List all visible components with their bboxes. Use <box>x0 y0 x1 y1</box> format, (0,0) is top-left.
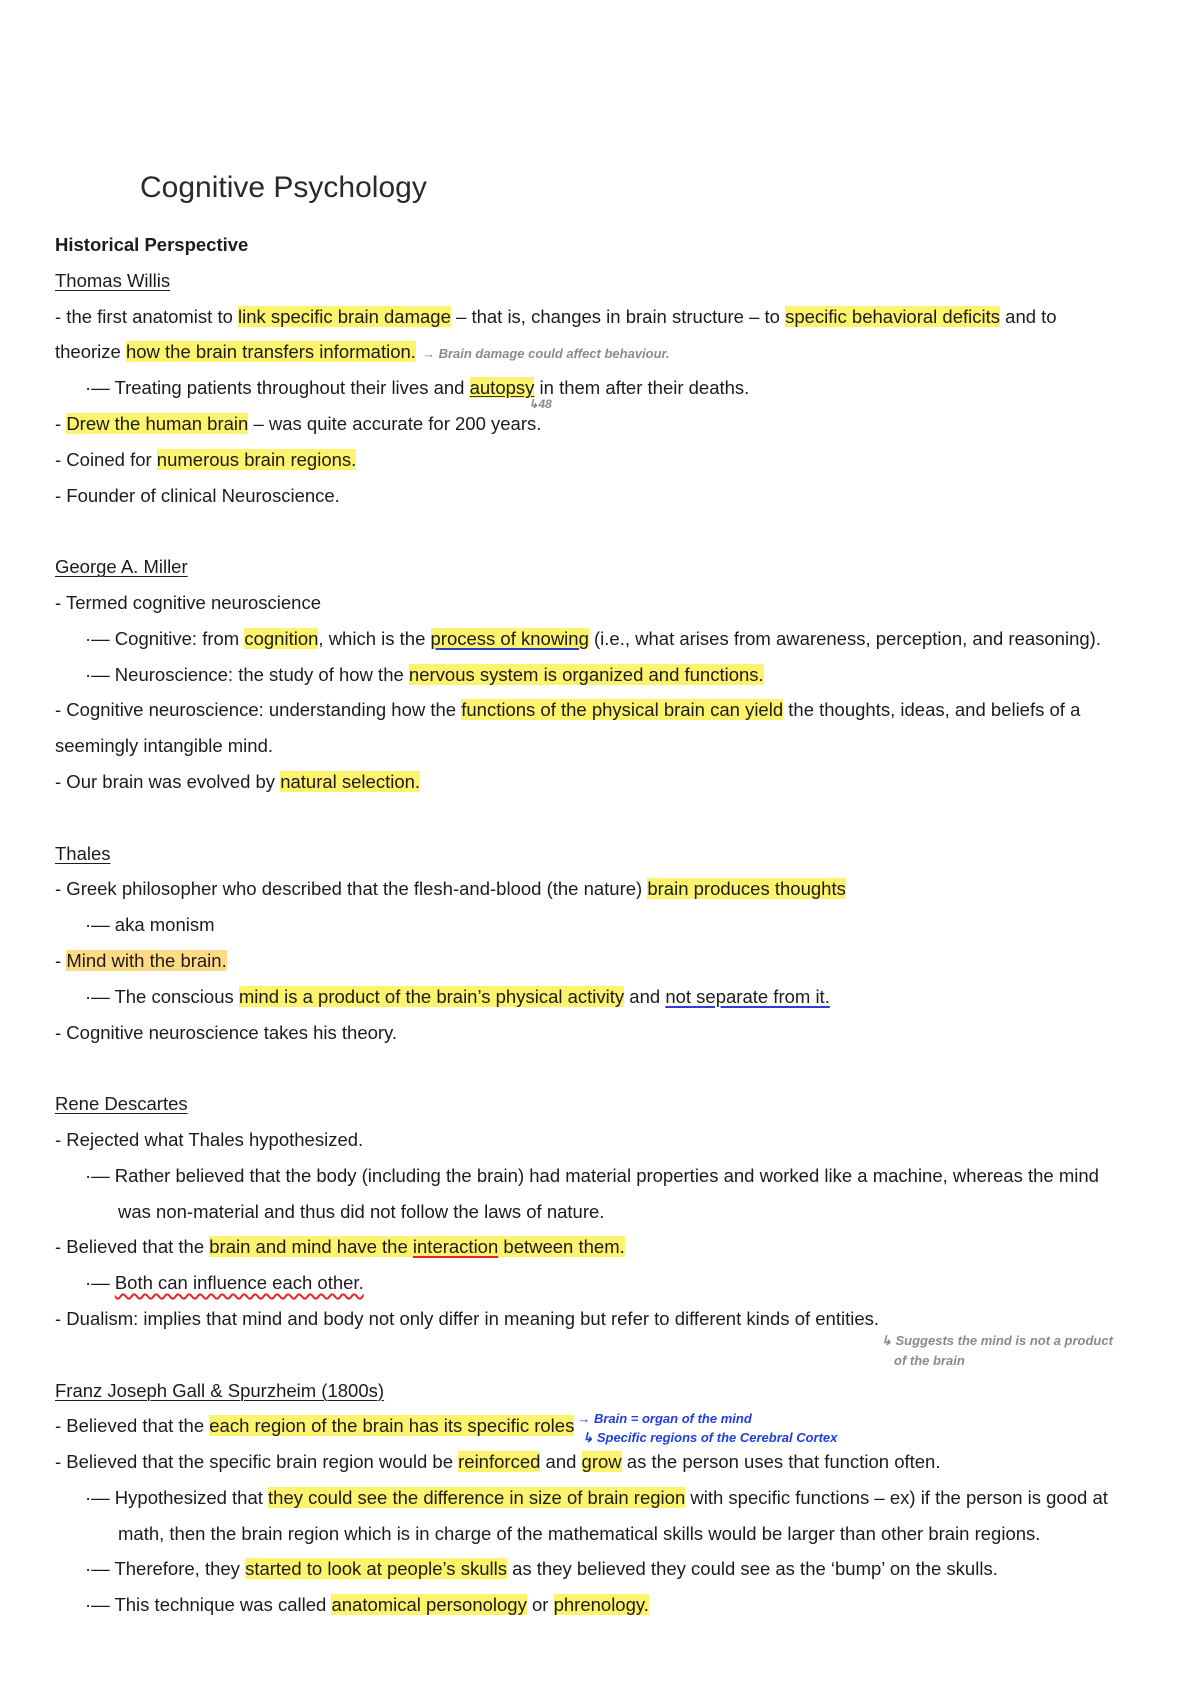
text-segment: ·— Therefore, they <box>85 1558 246 1580</box>
text-segment: ·— This technique was called <box>85 1594 332 1616</box>
blue-margin-note: → Brain = organ of the mind <box>577 1411 752 1427</box>
note-line <box>55 299 1175 335</box>
section-heading-rene-descartes <box>55 1086 1175 1122</box>
text-segment: - Believed that the specific brain region would be <box>55 1451 459 1473</box>
section-heading-text: Thomas Willis <box>55 269 171 291</box>
section-heading-george-miller <box>55 549 1175 585</box>
text-segment: ·— <box>85 1272 115 1294</box>
dualism-margin-note <box>881 1331 1113 1371</box>
note-line <box>55 1122 1175 1158</box>
note-continuation <box>55 1194 1175 1230</box>
highlighted-text: Mind with the brain. <box>66 949 227 971</box>
highlighted-text: numerous brain regions. <box>156 448 357 470</box>
text-segment: in them after their deaths. <box>534 377 750 399</box>
text-segment: theorize <box>55 341 126 363</box>
note-line <box>55 478 1175 514</box>
text-segment: (i.e., what arises from awareness, perception, and reasoning). <box>588 627 1101 649</box>
text-segment: the thoughts, ideas, and beliefs of a <box>783 699 1081 721</box>
note-line <box>55 1229 1175 1265</box>
note-subline <box>55 1587 1175 1623</box>
note-line <box>55 1444 1175 1480</box>
note-line <box>55 871 1175 907</box>
highlighted-underlined-text: autopsy <box>469 377 535 399</box>
highlighted-text: natural selection. <box>280 770 421 792</box>
note-line <box>55 943 1175 979</box>
highlighted-text: they could see the difference in size of brain region <box>268 1486 686 1508</box>
blank-line <box>55 1050 1175 1086</box>
text-segment: ·— Hypothesized that <box>85 1486 269 1508</box>
text-segment: - Our brain was evolved by <box>55 770 281 792</box>
text-segment: ·— Neuroscience: the study of how the <box>85 663 409 685</box>
highlighted-text: Drew the human brain <box>66 412 249 434</box>
note-line <box>55 406 1175 442</box>
note-subline <box>55 1551 1175 1587</box>
text-segment: - Dualism: implies that mind and body not only differ in meaning but refer to different kinds of entities. <box>55 1307 880 1329</box>
text-segment: was non-material and thus did not follow the laws of nature. <box>118 1200 605 1222</box>
note-line <box>55 728 1175 764</box>
text-segment: or <box>526 1594 554 1616</box>
text-segment: - Coined for <box>55 448 157 470</box>
highlighted-text: anatomical personology <box>331 1594 527 1616</box>
text-segment: and <box>624 985 666 1007</box>
note-subline <box>55 979 1175 1015</box>
text-segment: - Founder of clinical Neuroscience. <box>55 484 340 506</box>
wavy-underlined-text: Both can influence each other. <box>114 1272 364 1294</box>
blank-line <box>55 513 1175 549</box>
text-segment: as they believed they could see as the ‘bump’ on the skulls. <box>506 1558 998 1580</box>
note-line <box>55 442 1175 478</box>
highlighted-text: each region of the brain has its specific roles <box>209 1415 575 1437</box>
text-segment: - Termed cognitive neuroscience <box>55 591 321 613</box>
text-segment: - <box>55 949 67 971</box>
highlighted-text: between them. <box>498 1236 625 1258</box>
highlighted-text: link specific brain damage <box>238 305 451 327</box>
text-segment: with specific functions – ex) if the person is good at <box>685 1486 1108 1508</box>
note-line <box>55 1015 1175 1051</box>
text-segment: - Believed that the <box>55 1236 210 1258</box>
text-segment: – that is, changes in brain structure – to <box>450 305 786 327</box>
margin-note-line: ↳ Suggests the mind is not a product <box>881 1332 1113 1348</box>
highlighted-text: reinforced <box>458 1451 541 1473</box>
section-heading-text: Thales <box>55 842 111 864</box>
text-segment: ·— aka monism <box>85 914 215 936</box>
text-segment: ·— The conscious <box>85 985 239 1007</box>
blue-margin-note: ↳ Specific regions of the Cerebral Cortex <box>582 1430 838 1446</box>
section-heading-thomas-willis <box>55 263 1175 299</box>
text-segment: ·— Treating patients throughout their lives and <box>85 377 470 399</box>
text-segment: - <box>55 412 67 434</box>
text-segment: - Believed that the <box>55 1415 210 1437</box>
highlighted-text: brain and mind have the <box>209 1236 413 1258</box>
note-subline <box>55 1480 1175 1516</box>
highlighted-underlined-text: interaction <box>412 1236 499 1258</box>
note-line <box>55 585 1175 621</box>
text-segment: - Greek philosopher who described that the flesh-and-blood (the nature) <box>55 878 648 900</box>
note-line <box>55 1408 1175 1444</box>
text-segment: as the person uses that function often. <box>621 1451 941 1473</box>
highlighted-text: functions of the physical brain can yield <box>461 699 784 721</box>
text-segment: ·— Cognitive: from <box>85 627 245 649</box>
text-segment: ·— Rather believed that the body (including the brain) had material properties and worked like a machine, whereas the mind <box>85 1164 1099 1186</box>
note-continuation <box>55 1516 1175 1552</box>
note-line <box>55 692 1175 728</box>
note-subline <box>55 1265 1175 1301</box>
note-line <box>55 764 1175 800</box>
section-heading-text: Franz Joseph Gall & Spurzheim (1800s) <box>55 1379 385 1401</box>
note-subline <box>55 907 1175 943</box>
section-heading-thales <box>55 836 1175 872</box>
highlighted-text: specific behavioral deficits <box>785 305 1001 327</box>
notes-body <box>55 227 1175 1623</box>
margin-note-line: of the brain <box>894 1352 965 1368</box>
note-subline <box>55 621 1175 657</box>
text-segment: , which is the <box>318 627 431 649</box>
text-segment: seemingly intangible mind. <box>55 735 274 757</box>
highlighted-text: brain produces thoughts <box>647 878 846 900</box>
text-segment: - Cognitive neuroscience takes his theory. <box>55 1021 398 1043</box>
highlighted-text: phrenology. <box>553 1594 649 1616</box>
section-heading-text: George A. Miller <box>55 556 188 578</box>
section-heading-text: Rene Descartes <box>55 1093 188 1115</box>
note-subline <box>55 657 1175 693</box>
autopsy-margin-note: ↳48 <box>528 397 552 412</box>
highlighted-text: mind is a product of the brain’s physical activity <box>238 985 625 1007</box>
highlighted-text: how the brain transfers information. <box>125 341 416 363</box>
blank-line <box>55 1332 1175 1373</box>
text-segment: - the first anatomist to <box>55 305 239 327</box>
note-line <box>55 334 1175 370</box>
highlighted-text: grow <box>581 1451 622 1473</box>
topic-heading: Historical Perspective <box>55 234 249 255</box>
text-segment: - Rejected what Thales hypothesized. <box>55 1128 364 1150</box>
text-segment: – was quite accurate for 200 years. <box>248 412 542 434</box>
blank-line <box>55 800 1175 836</box>
underlined-text: not separate from it. <box>665 985 830 1007</box>
text-segment: math, then the brain region which is in charge of the mathematical skills would be larger than other brain regions. <box>118 1522 1041 1544</box>
section-heading-gall-spurzheim <box>55 1373 1175 1409</box>
text-segment: and to <box>1000 305 1057 327</box>
note-subline <box>55 370 1175 412</box>
margin-note: → Brain damage could affect behaviour. <box>421 346 670 362</box>
text-segment: and <box>540 1451 582 1473</box>
highlighted-text: cognition <box>244 627 319 649</box>
note-subline <box>55 1158 1175 1194</box>
highlighted-text: started to look at people’s skulls <box>245 1558 507 1580</box>
highlighted-underlined-text: process of knowing <box>430 627 589 649</box>
page-title: Cognitive Psychology <box>140 171 427 204</box>
text-segment: - Cognitive neuroscience: understanding how the <box>55 699 462 721</box>
highlighted-text: nervous system is organized and functions. <box>408 663 764 685</box>
